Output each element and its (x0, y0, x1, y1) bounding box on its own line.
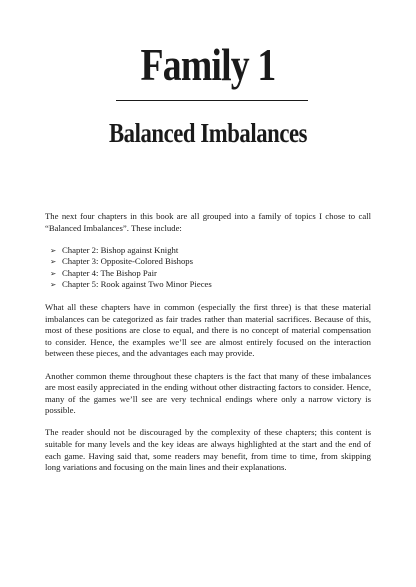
body-text (45, 211, 371, 484)
title-divider (116, 100, 308, 101)
section-title: Balanced Imbalances (108, 118, 308, 148)
body-paragraph: Another common theme throughout these chapters is the fact that many of these imbalances are most easily appreciated in the ending without other distracting factors to consider. Hence, many of the games we’ll see are very technical endings where only a narrow victory is possible. (45, 370, 371, 416)
arrow-bullet-icon: ➢ (50, 245, 57, 255)
intro-paragraph: The next four chapters in this book are all grouped into a family of topics I chose to call “Balanced Imbalances”. These include: (45, 211, 371, 233)
arrow-bullet-icon: ➢ (50, 280, 57, 290)
list-item (50, 268, 371, 280)
list-item-text: Chapter 5: Rook against Two Minor Pieces (62, 279, 212, 290)
list-item-text: Chapter 3: Opposite-Colored Bishops (62, 256, 194, 267)
list-item (50, 245, 371, 257)
list-item-text: Chapter 2: Bishop against Knight (62, 244, 179, 255)
list-item-text: Chapter 4: The Bishop Pair (62, 267, 157, 278)
list-item (50, 256, 371, 268)
body-paragraph: The reader should not be discouraged by the complexity of these chapters; this content is suitable for many levels and the key ideas are always highlighted at the start and the end of each game. Having said that, some readers may benefit, from time to time, from skipping long variations and focusing on the main lines and their explanations. (45, 427, 371, 473)
body-paragraph: What all these chapters have in common (especially the first three) is that these material imbalances can be categorized as fair trades rather than material sacrifices. Because of this, most of these positions are close to equal, and there is no concept of material compensation to consider. Hence, the examples we’ll see are almost entirely focused on the interaction between these pieces, and the advantages each may provide. (45, 302, 371, 359)
arrow-bullet-icon: ➢ (50, 268, 57, 278)
list-item (50, 279, 371, 291)
chapter-list (45, 245, 371, 291)
family-heading: Family 1 (140, 39, 276, 90)
arrow-bullet-icon: ➢ (50, 257, 57, 267)
